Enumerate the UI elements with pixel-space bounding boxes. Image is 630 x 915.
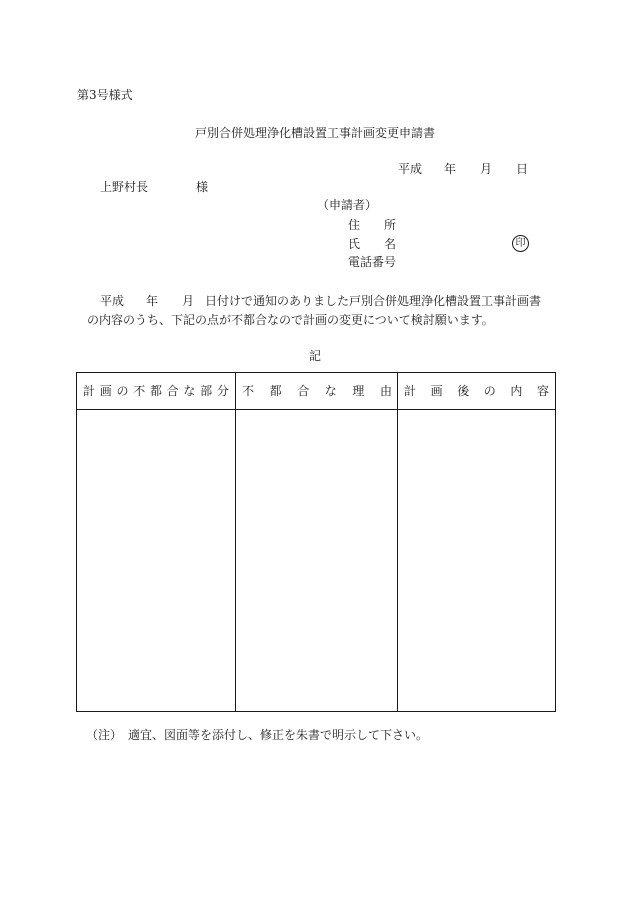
body-year: 年 (146, 294, 159, 308)
change-table (76, 372, 556, 712)
header-revised-content (398, 373, 555, 409)
header-char: 内 (510, 384, 523, 398)
seal-mark: 印 (512, 235, 529, 252)
header-char: 不 (242, 384, 255, 398)
form-number: 第3号様式 (77, 88, 133, 102)
date-era: 平成 (398, 162, 423, 176)
body-era: 平成 (100, 294, 125, 308)
header-char: な (324, 384, 337, 398)
header-char: の (483, 384, 496, 398)
header-char: 容 (536, 384, 549, 398)
header-char: 不 (133, 384, 146, 398)
header-char: 画 (430, 384, 443, 398)
recipient-name: 上野村長 (100, 180, 149, 194)
body-line-2: の内容のうち、下記の点が不都合なので計画の変更について検討願います。 (87, 313, 494, 327)
date-month: 月 (480, 162, 493, 176)
header-char: の (116, 384, 129, 398)
table-divider-2 (397, 373, 398, 711)
header-unsuitable-reason (236, 373, 398, 409)
header-char: 後 (457, 384, 470, 398)
header-unsuitable-part (77, 373, 235, 409)
header-char: 合 (166, 384, 179, 398)
header-char: 都 (149, 384, 162, 398)
header-char: 計 (83, 384, 96, 398)
ki-heading: 記 (308, 349, 321, 363)
body-month: 月 (182, 294, 195, 308)
address-label: 住 所 (348, 218, 397, 232)
header-char: 画 (99, 384, 112, 398)
recipient-honorific: 様 (196, 180, 209, 194)
document-title: 戸別合併処理浄化槽設置工事計画変更申請書 (194, 126, 435, 140)
table-divider-1 (235, 373, 236, 711)
header-char: 由 (379, 384, 392, 398)
header-char: 分 (216, 384, 229, 398)
header-char: 計 (404, 384, 417, 398)
date-day: 日 (516, 162, 529, 176)
footnote: （注） 適宜、図面等を添付し、修正を朱書で明示して下さい。 (86, 728, 429, 742)
header-char: 都 (269, 384, 282, 398)
header-char: 合 (297, 384, 310, 398)
body-line-1-text: 日付けで通知のありました戸別合併処理浄化槽設置工事計画書 (205, 294, 542, 308)
applicant-label: （申請者） (317, 198, 378, 212)
name-label: 氏 名 (348, 237, 397, 251)
header-char: 部 (200, 384, 213, 398)
date-year: 年 (444, 162, 457, 176)
header-char: な (183, 384, 196, 398)
header-char: 理 (352, 384, 365, 398)
table-header-rule (77, 409, 555, 410)
phone-label: 電話番号 (348, 255, 397, 269)
